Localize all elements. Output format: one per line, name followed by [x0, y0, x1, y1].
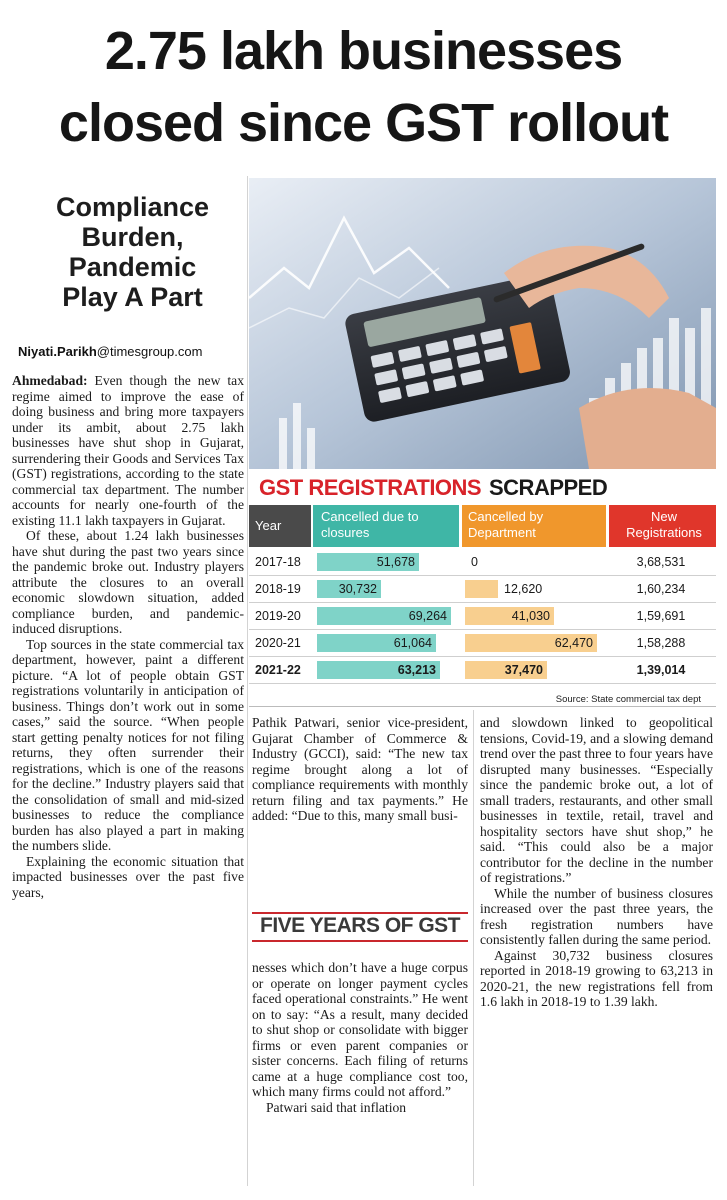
- header-new-label: New Registrations: [626, 509, 702, 540]
- header-department: [462, 505, 606, 547]
- cell-year: 2017-18: [255, 555, 301, 569]
- paragraph: Top sources in the state commercial tax department, however, paint a different picture. “A lot of people obtain GST registrations voluntarily in anticipation of business. Things don’t work out in some cases,” said the source. “When people start getting penalty notices for not filing returns, they often surrender their registrations, which is one of the reasons for the decline.” Industry players said that the consolidation of small and mid-sized businesses to reduce the compliance burden has also played a part in making the numbers slide.: [12, 636, 244, 853]
- cell-closures: 51,678: [376, 555, 415, 569]
- cell-new-registrations: 3,68,531: [636, 555, 686, 569]
- headline-line-2: closed since GST rollout: [58, 93, 669, 153]
- byline-domain: @timesgroup.com: [96, 344, 203, 359]
- dateline: Ahmedabad:: [12, 373, 88, 388]
- subhead-line: Burden,: [81, 222, 184, 252]
- cell-new-registrations: 1,58,288: [636, 636, 686, 650]
- cell-new-registrations: 1,59,691: [636, 609, 686, 623]
- table-row: [249, 603, 716, 630]
- byline-name: Niyati.Parikh: [18, 344, 97, 359]
- paragraph-text: Even though the new tax regime aimed to improve the ease of doing business and bring more taxpayers under its ambit, about 2.75 lakh businesses have shut shop in Gujarat, surrendering their Goods and Services Tax (GST) registrations, according to the state commercial tax department. The number accounts for nearly one-fourth of the existing 11.1 lakh taxpayers in Gujarat.: [12, 373, 244, 528]
- cell-closures: 63,213: [397, 663, 436, 677]
- cell-department: 0: [471, 555, 478, 569]
- section-rule-bottom: [252, 940, 468, 942]
- paragraph: Of these, about 1.24 lakh businesses have shut during the past two years since the pandemic broke out. Industry players attribute the closures to an overall economic slowdown situation, added compliance burden, and pandemic-induced disruptions.: [12, 528, 244, 636]
- table-title-red: GST REGISTRATIONS: [259, 475, 482, 500]
- paragraph: and slowdown linked to geopolitical tensions, Covid-19, and a slowing demand trend over the past three to four years have disrupted many businesses. “Especially since the pandemic broke out, a lot of small traders, restaurants, and other small businesses in textile, retail, travel and hospitality sectors have shut shop,” he said. “This could also be a major contributor for the decline in the number of registrations.”: [480, 715, 713, 885]
- table-source: Source: State commercial tax dept: [555, 694, 701, 705]
- cell-department: 12,620: [504, 582, 543, 596]
- table-rule: [249, 706, 716, 707]
- cell-new-registrations: 1,39,014: [636, 663, 686, 677]
- header-closures: [313, 505, 459, 547]
- cell-closures: 69,264: [408, 609, 447, 623]
- paragraph: Patwari said that inflation: [266, 1099, 407, 1115]
- table-row: [249, 630, 716, 657]
- table-row: [249, 657, 716, 684]
- department-bar: [465, 580, 498, 598]
- header-department-label: Cancelled by Department: [468, 509, 544, 540]
- cell-closures: 30,732: [338, 582, 377, 596]
- cell-year: 2020-21: [255, 636, 301, 650]
- article-column-1: [12, 373, 244, 900]
- section-label: FIVE YEARS OF GST: [260, 914, 460, 937]
- byline: [18, 344, 202, 359]
- table-row: [249, 576, 716, 603]
- subhead-line: Play A Part: [62, 282, 203, 312]
- header-year-label: Year: [255, 518, 282, 533]
- photo-illustration: [249, 178, 716, 469]
- cell-year: 2021-22: [255, 663, 301, 677]
- cell-department: 62,470: [554, 636, 593, 650]
- paragraph: While the number of business closures increased over the past three years, the fresh registration numbers have consistently fallen during the same period.: [480, 885, 713, 947]
- header-closures-label: Cancelled due to closures: [321, 509, 419, 540]
- cell-new-registrations: 1,60,234: [636, 582, 686, 596]
- cell-year: 2018-19: [255, 582, 301, 596]
- calculator-photo: [249, 178, 716, 469]
- column-divider: [247, 176, 248, 1186]
- table-title-black: SCRAPPED: [489, 475, 608, 500]
- article-column-3: [480, 715, 713, 1010]
- cell-department: 41,030: [511, 609, 550, 623]
- header-new: [609, 505, 716, 547]
- cell-closures: 61,064: [393, 636, 432, 650]
- cell-year: 2019-20: [255, 609, 301, 623]
- subhead-line: Pandemic: [68, 252, 197, 282]
- cell-department: 37,470: [504, 663, 543, 677]
- paragraph: Pathik Patwari, senior vice-president, Gujarat Chamber of Commerce & Industry (GCCI), said: “The new tax regime brought along a lot of compliance requirements with monthly return filing and tax payments.” He added: “Due to this, many small busi-: [252, 715, 468, 823]
- subhead-line: Compliance: [55, 192, 210, 222]
- table-row: [249, 549, 716, 576]
- headline-line-1: 2.75 lakh businesses: [104, 21, 623, 81]
- header-year: [249, 505, 311, 547]
- paragraph: [12, 373, 244, 528]
- paragraph: nesses which don’t have a huge corpus or operate on longer payment cycles faced operational constraints.” He went on to say: “As a result, many decided to shut shop or consolidate with bigger firms or even parent companies or sister concerns. Each filing of returns came at a huge compliance cost too, which many firms could not afford.”: [252, 960, 468, 1099]
- subheadline: [20, 192, 245, 312]
- paragraph: Against 30,732 business closures reported in 2018-19 growing to 63,213 in 2020-21, the new registrations fell from 1.6 lakh in 2018-19 to 1.39 lakh.: [480, 947, 713, 1009]
- article-column-2-bottom: [252, 960, 468, 1115]
- article-column-2-top: [252, 715, 468, 824]
- column-divider: [473, 710, 474, 1186]
- paragraph: Explaining the economic situation that impacted businesses over the past five years,: [12, 853, 244, 900]
- section-label-box: [252, 906, 468, 952]
- table-title: [249, 469, 716, 505]
